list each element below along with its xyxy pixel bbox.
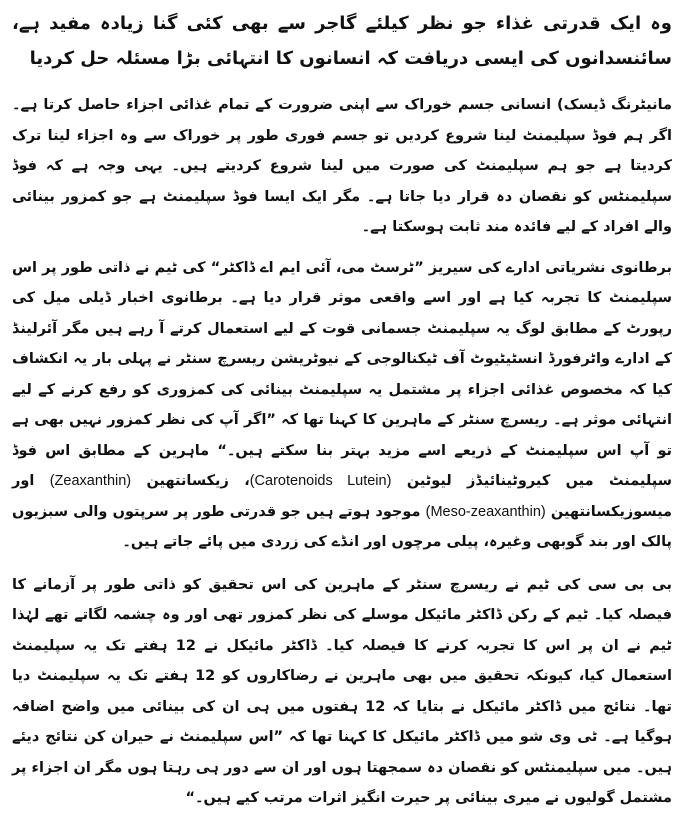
paragraph-supplement-study-text-d: موجود ہوتے ہیں جو قدرتی طور پر سرپتوں والی سبزیوں پالک اور بند گوبھی وغیرہ، پیلی مرچوں اور انڈے کی زردی میں پائے جاتے ہیں۔ bbox=[12, 503, 672, 550]
paragraph-supplement-study-text: برطانوی نشریاتی ادارے کی سیریز ”ٹرسٹ می، آئی ایم اے ڈاکٹر“ کی ٹیم نے ذاتی طور پر اس سپلیمنٹ کا تجربہ کیا ہے اور اسے واقعی موثر قرار دیا ہے۔ برطانوی اخبار ڈیلی میل کی رپورٹ کے مطابق لوگ یہ سپلیمنٹ جسمانی قوت کے لیے استعمال کرتے آ رہے ہیں مگر آئرلینڈ کے ادارے واٹرفورڈ انسٹیٹیوٹ آف ٹیکنالوجی کے نیوٹریشن ریسرچ سنٹر نے پہلی بار یہ انکشاف کیا کہ مخصوص غذائی اجزاء پر مشتمل یہ سپلیمنٹ بینائی کی کمزوری کو رفع کرنے کے لیے انتہائی موثر ہے۔ ریسرچ سنٹر کے ماہرین کا کہنا تھا کہ ”اگر آپ کی نظر کمزور نہیں بھی ہے تو آپ اس سپلیمنٹ کے ذریعے اسے مزید بہتر بنا سکتے ہیں۔“ ماہرین کے مطابق اس فوڈ سپلیمنٹ میں کیروٹینائیڈز لیوٹین bbox=[12, 259, 672, 489]
term-meso-zeaxanthin: (Meso-zeaxanthin) bbox=[425, 503, 546, 520]
paragraph-supplement-study-text-b: ، زیکسانتھین bbox=[146, 473, 250, 489]
paragraph-intro: مانیٹرنگ ڈیسک) انسانی جسم خوراک سے اپنی ضرورت کے تمام غذائی اجزاء حاصل کرتا ہے۔ اگر ہم فوڈ سپلیمنٹ لینا شروع کردیں تو جسم فوری طور پر خوراک سے وہ اجزاء لینا ترک کردیتا ہے جو ہم سپلیمنٹ کی صورت میں لینا شروع کردیتے ہیں۔ یہی وجہ ہے کہ فوڈ سپلیمنٹس کو نقصان دہ قرار دیا جاتا ہے۔ مگر ایک ایسا فوڈ سپلیمنٹ ہے جو کمزور بینائی والے افراد کے لیے فائدہ مند ثابت ہوسکتا ہے۔ bbox=[12, 97, 672, 235]
paragraph-supplement-study bbox=[12, 253, 672, 558]
paragraph-supplement-study-text-c: اور میسوزیکسانتھین bbox=[12, 473, 672, 520]
term-carotenoids-lutein: (Carotenoids Lutein) bbox=[249, 473, 392, 489]
news-article bbox=[12, 6, 672, 814]
paragraph-bbc-trial: بی بی سی کی ٹیم نے ریسرچ سنٹر کے ماہرین کی اس تحقیق کو ذاتی طور پر آزمانے کا فیصلہ کیا۔ ٹیم کے رکن ڈاکٹر مائیکل موسلے کی نظر کمزور تھی اور وہ چشمہ لگاتے تھے لہٰذا ٹیم نے ان پر اس کا تجربہ کرنے کا فیصلہ کیا۔ ڈاکٹر مائیکل نے 12 ہفتے تک یہ سپلیمنٹ استعمال کیا، کیونکہ تحقیق میں بھی ماہرین نے رضاکاروں کو 12 ہفتے تک یہ سپلیمنٹ دیا تھا۔ نتائج میں ڈاکٹر مائیکل نے بتایا کہ 12 ہفتوں میں ہی ان کی بینائی میں واضح اضافہ ہوگیا ہے۔ ٹی وی شو میں ڈاکٹر مائیکل کا کہنا تھا کہ ”اس سپلیمنٹ نے حیران کن نتائج دیئے ہیں۔ میں سپلیمنٹس کو نقصان دہ سمجھتا ہوں اور ان سے دور ہی رہتا ہوں مگر ان اجزاء پر مشتمل گولیوں نے میری بینائی پر حیرت انگیز اثرات مرتب کیے ہیں۔“ bbox=[12, 576, 672, 806]
article-headline: وہ ایک قدرتی غذاء جو نظر کیلئے گاجر سے بھی کئی گنا زیادہ مفید ہے، سائنسدانوں کی ایسی دریافت کہ انسانوں کا انتہائی بڑا مسئلہ حل کردیا bbox=[12, 13, 672, 69]
term-zeaxanthin: (Zeaxanthin) bbox=[49, 473, 132, 489]
